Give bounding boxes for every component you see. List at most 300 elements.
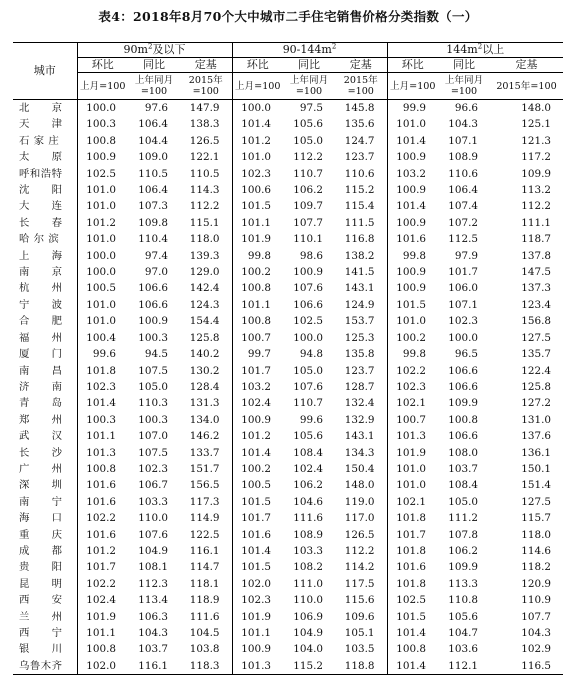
value-cell: 109.7 xyxy=(293,200,323,213)
table-row xyxy=(13,559,563,575)
value-cell: 101.6 xyxy=(241,528,271,541)
value-cell: 114.2 xyxy=(335,559,387,575)
value-cell: 117.2 xyxy=(521,151,551,164)
value-cell: 113.4 xyxy=(138,594,168,607)
value-cell: 101.2 xyxy=(86,544,116,557)
value-cell: 107.1 xyxy=(448,134,478,147)
value-cell: 101.0 xyxy=(396,118,426,131)
value-cell: 101.4 xyxy=(396,134,426,147)
value-cell: 108.2 xyxy=(293,561,323,574)
value-cell: 147.9 xyxy=(180,100,232,117)
value-cell: 94.5 xyxy=(144,348,168,361)
value-cell: 114.3 xyxy=(180,182,232,198)
value-cell: 102.4 xyxy=(241,397,271,410)
value-cell: 109.0 xyxy=(138,151,168,164)
table-body xyxy=(13,100,563,675)
value-cell: 97.5 xyxy=(299,102,323,114)
base-label-prev-year: 上年同月=100 xyxy=(128,73,180,100)
value-cell: 109.9 xyxy=(448,561,478,574)
value-cell: 147.5 xyxy=(521,266,551,279)
table-row xyxy=(13,576,563,592)
value-cell: 106.6 xyxy=(448,364,478,377)
value-cell: 98.6 xyxy=(299,249,323,262)
value-cell: 110.4 xyxy=(138,233,168,246)
value-cell: 102.1 xyxy=(396,397,426,410)
value-cell: 103.5 xyxy=(335,641,387,657)
value-cell: 102.0 xyxy=(241,577,271,590)
base-label-2015: 2015年=100 xyxy=(490,73,563,100)
value-cell: 115.2 xyxy=(283,658,335,675)
value-cell: 154.4 xyxy=(180,313,232,329)
value-cell: 101.6 xyxy=(396,561,426,574)
value-cell: 106.2 xyxy=(448,544,478,557)
value-cell: 101.5 xyxy=(396,610,426,623)
value-cell: 106.6 xyxy=(448,430,478,443)
value-cell: 111.6 xyxy=(180,609,232,625)
value-cell: 100.9 xyxy=(396,151,426,164)
city-cell: 福 州 xyxy=(13,330,77,346)
table-row xyxy=(13,313,563,329)
value-cell: 100.7 xyxy=(241,331,271,344)
value-cell: 101.0 xyxy=(86,298,116,311)
value-cell: 122.5 xyxy=(180,527,232,543)
value-cell: 97.4 xyxy=(144,249,168,262)
value-cell: 100.8 xyxy=(241,282,271,295)
value-cell: 123.7 xyxy=(335,363,387,379)
city-cell: 重 庆 xyxy=(13,527,77,543)
value-cell: 102.3 xyxy=(241,594,271,607)
value-cell: 102.5 xyxy=(396,594,426,607)
value-cell: 100.3 xyxy=(86,413,116,426)
value-cell: 101.7 xyxy=(448,266,478,279)
value-cell: 127.5 xyxy=(521,331,551,344)
city-cell: 宁 波 xyxy=(13,297,77,313)
value-cell: 107.5 xyxy=(138,364,168,377)
value-cell: 101.4 xyxy=(241,446,271,459)
value-cell: 138.2 xyxy=(335,248,387,264)
value-cell: 127.5 xyxy=(521,495,551,508)
value-cell: 101.7 xyxy=(241,512,271,525)
value-cell: 106.3 xyxy=(138,610,168,623)
value-cell: 99.7 xyxy=(247,348,271,361)
value-cell: 101.0 xyxy=(86,233,116,246)
value-cell: 134.3 xyxy=(335,445,387,461)
city-cell: 沈 阳 xyxy=(13,182,77,198)
header-row-groups xyxy=(13,43,563,58)
base-label-prev-year: 上年同月=100 xyxy=(438,73,490,100)
value-cell: 101.2 xyxy=(86,216,116,229)
value-cell: 101.0 xyxy=(241,151,271,164)
city-cell: 长 春 xyxy=(13,215,77,231)
table-row xyxy=(13,395,563,411)
value-cell: 118.0 xyxy=(180,231,232,247)
value-cell: 100.3 xyxy=(138,413,168,426)
value-cell: 115.6 xyxy=(335,592,387,608)
value-cell: 101.1 xyxy=(241,627,271,639)
value-cell: 118.3 xyxy=(180,658,232,675)
value-cell: 100.4 xyxy=(86,331,116,344)
value-cell: 101.4 xyxy=(387,658,438,675)
value-cell: 94.8 xyxy=(299,348,323,361)
value-cell: 104.4 xyxy=(138,134,168,147)
value-cell: 101.6 xyxy=(86,495,116,508)
value-cell: 100.0 xyxy=(86,102,116,114)
value-cell: 111.6 xyxy=(293,512,323,525)
value-cell: 140.2 xyxy=(180,346,232,362)
header-row-sub xyxy=(13,58,563,73)
city-cell: 太 原 xyxy=(13,149,77,165)
city-cell: 西 安 xyxy=(13,592,77,608)
value-cell: 122.4 xyxy=(521,364,551,377)
value-cell: 118.7 xyxy=(521,233,551,246)
value-cell: 101.7 xyxy=(86,561,116,574)
value-cell: 117.0 xyxy=(335,510,387,526)
table-row xyxy=(13,297,563,313)
value-cell: 101.7 xyxy=(241,364,271,377)
city-cell: 上 海 xyxy=(13,248,77,264)
value-cell: 107.5 xyxy=(138,446,168,459)
value-cell: 100.0 xyxy=(293,331,323,344)
city-cell: 乌鲁木齐 xyxy=(13,658,77,675)
value-cell: 101.4 xyxy=(396,627,426,639)
value-cell: 104.0 xyxy=(293,643,323,656)
value-cell: 100.5 xyxy=(86,282,116,295)
table-row xyxy=(13,658,563,675)
value-cell: 112.1 xyxy=(438,658,490,675)
value-cell: 107.3 xyxy=(138,200,168,213)
value-cell: 101.0 xyxy=(86,315,116,328)
value-cell: 100.2 xyxy=(396,331,426,344)
value-cell: 112.3 xyxy=(138,577,168,590)
table-row xyxy=(13,461,563,477)
city-cell: 深 圳 xyxy=(13,477,77,493)
value-cell: 135.6 xyxy=(335,116,387,132)
value-cell: 107.2 xyxy=(448,216,478,229)
table-row xyxy=(13,198,563,214)
value-cell: 105.1 xyxy=(335,625,387,641)
value-cell: 102.3 xyxy=(396,380,426,393)
value-cell: 133.7 xyxy=(180,445,232,461)
value-cell: 110.0 xyxy=(138,512,168,525)
value-cell: 132.4 xyxy=(335,395,387,411)
table-row xyxy=(13,445,563,461)
value-cell: 100.9 xyxy=(396,184,426,197)
value-cell: 109.8 xyxy=(138,216,168,229)
value-cell: 101.7 xyxy=(396,528,426,541)
table-row xyxy=(13,346,563,362)
value-cell: 96.5 xyxy=(454,348,478,361)
value-cell: 103.7 xyxy=(138,643,168,656)
value-cell: 106.4 xyxy=(448,184,478,197)
value-cell: 118.1 xyxy=(180,576,232,592)
value-cell: 156.5 xyxy=(180,477,232,493)
value-cell: 100.0 xyxy=(86,266,116,279)
table-row xyxy=(13,133,563,149)
value-cell: 99.6 xyxy=(299,413,323,426)
value-cell: 102.3 xyxy=(138,462,168,475)
value-cell: 110.5 xyxy=(180,166,232,182)
value-cell: 101.6 xyxy=(86,528,116,541)
value-cell: 102.2 xyxy=(396,364,426,377)
value-cell: 101.4 xyxy=(396,200,426,213)
table-row xyxy=(13,248,563,264)
value-cell: 99.8 xyxy=(247,249,271,262)
group-header-large: $144m^2$以上 xyxy=(387,43,563,58)
value-cell: 117.5 xyxy=(335,576,387,592)
value-cell: 101.5 xyxy=(241,561,271,574)
value-cell: 151.7 xyxy=(180,461,232,477)
value-cell: 100.8 xyxy=(396,643,426,656)
base-label-prev-month: 上月=100 xyxy=(77,73,128,100)
value-cell: 101.4 xyxy=(86,397,116,410)
value-cell: 103.3 xyxy=(293,544,323,557)
price-index-table xyxy=(13,42,563,675)
value-cell: 104.3 xyxy=(448,118,478,131)
value-cell: 106.6 xyxy=(138,298,168,311)
value-cell: 126.5 xyxy=(335,527,387,543)
value-cell: 156.8 xyxy=(521,315,551,328)
value-cell: 143.1 xyxy=(335,280,387,296)
value-cell: 101.1 xyxy=(86,430,116,443)
value-cell: 106.9 xyxy=(293,610,323,623)
value-cell: 135.7 xyxy=(521,348,551,361)
value-cell: 112.2 xyxy=(335,543,387,559)
value-cell: 104.6 xyxy=(293,495,323,508)
table-row xyxy=(13,166,563,182)
value-cell: 100.3 xyxy=(86,118,116,131)
value-cell: 134.0 xyxy=(180,412,232,428)
value-cell: 109.6 xyxy=(335,609,387,625)
value-cell: 103.2 xyxy=(396,167,426,180)
sub-header-yoy: 同比 xyxy=(128,58,180,73)
value-cell: 102.1 xyxy=(396,495,426,508)
value-cell: 102.2 xyxy=(86,577,116,590)
table-row xyxy=(13,182,563,198)
city-cell: 哈 尔 滨 xyxy=(13,231,77,247)
value-cell: 148.0 xyxy=(521,102,551,114)
value-cell: 107.6 xyxy=(293,380,323,393)
city-cell: 呼和浩特 xyxy=(13,166,77,182)
value-cell: 101.3 xyxy=(396,430,426,443)
value-cell: 101.9 xyxy=(396,446,426,459)
value-cell: 142.4 xyxy=(180,280,232,296)
value-cell: 111.2 xyxy=(448,512,478,525)
value-cell: 121.3 xyxy=(521,134,551,147)
value-cell: 127.2 xyxy=(521,397,551,410)
value-cell: 123.7 xyxy=(335,149,387,165)
city-cell: 青 岛 xyxy=(13,395,77,411)
value-cell: 110.5 xyxy=(138,167,168,180)
value-cell: 112.5 xyxy=(448,233,478,246)
value-cell: 111.0 xyxy=(293,577,323,590)
value-cell: 101.5 xyxy=(241,200,271,213)
value-cell: 100.6 xyxy=(241,184,271,197)
table-row xyxy=(13,330,563,346)
value-cell: 116.5 xyxy=(490,658,563,675)
value-cell: 106.4 xyxy=(138,118,168,131)
table-row xyxy=(13,264,563,280)
city-cell: 海 口 xyxy=(13,510,77,526)
value-cell: 111.5 xyxy=(335,215,387,231)
value-cell: 102.5 xyxy=(86,167,116,180)
value-cell: 105.6 xyxy=(448,610,478,623)
value-cell: 124.9 xyxy=(335,297,387,313)
value-cell: 118.9 xyxy=(180,592,232,608)
table-row xyxy=(13,543,563,559)
sub-header-mom: 环比 xyxy=(77,58,128,73)
value-cell: 115.2 xyxy=(335,182,387,198)
value-cell: 110.3 xyxy=(138,397,168,410)
value-cell: 103.2 xyxy=(241,380,271,393)
header-row-base xyxy=(13,73,563,100)
value-cell: 102.3 xyxy=(241,167,271,180)
group-header-medium: $90-144m^2$ xyxy=(232,43,387,58)
table-row xyxy=(13,379,563,395)
city-cell: 大 连 xyxy=(13,198,77,214)
value-cell: 102.0 xyxy=(77,658,128,675)
value-cell: 125.3 xyxy=(335,330,387,346)
value-cell: 101.8 xyxy=(396,544,426,557)
table-row xyxy=(13,477,563,493)
value-cell: 101.0 xyxy=(86,200,116,213)
city-cell: 南 宁 xyxy=(13,494,77,510)
value-cell: 146.2 xyxy=(180,428,232,444)
value-cell: 102.4 xyxy=(86,594,116,607)
value-cell: 118.0 xyxy=(521,528,551,541)
value-cell: 106.4 xyxy=(138,184,168,197)
value-cell: 131.3 xyxy=(180,395,232,411)
value-cell: 100.0 xyxy=(86,249,116,262)
value-cell: 128.4 xyxy=(180,379,232,395)
value-cell: 139.3 xyxy=(180,248,232,264)
sub-header-yoy: 同比 xyxy=(438,58,490,73)
value-cell: 104.9 xyxy=(293,627,323,639)
value-cell: 101.4 xyxy=(241,118,271,131)
base-label-prev-year: 上年同月=100 xyxy=(283,73,335,100)
value-cell: 100.8 xyxy=(448,413,478,426)
sub-header-base: 定基 xyxy=(490,58,563,73)
city-cell: 长 沙 xyxy=(13,445,77,461)
value-cell: 137.8 xyxy=(521,249,551,262)
table-row xyxy=(13,231,563,247)
value-cell: 101.0 xyxy=(86,184,116,197)
value-cell: 101.0 xyxy=(396,315,426,328)
value-cell: 104.3 xyxy=(138,627,168,639)
value-cell: 115.1 xyxy=(180,215,232,231)
value-cell: 100.2 xyxy=(241,266,271,279)
value-cell: 100.9 xyxy=(396,266,426,279)
city-cell: 昆 明 xyxy=(13,576,77,592)
sub-header-mom: 环比 xyxy=(232,58,283,73)
city-cell: 北 京 xyxy=(13,100,77,117)
value-cell: 129.0 xyxy=(180,264,232,280)
value-cell: 100.0 xyxy=(448,331,478,344)
value-cell: 107.6 xyxy=(138,528,168,541)
value-cell: 114.7 xyxy=(180,559,232,575)
value-cell: 107.6 xyxy=(293,282,323,295)
value-cell: 106.2 xyxy=(293,184,323,197)
value-cell: 107.7 xyxy=(521,610,551,623)
value-cell: 100.9 xyxy=(241,643,271,656)
table-row xyxy=(13,510,563,526)
value-cell: 102.2 xyxy=(86,512,116,525)
table-row xyxy=(13,609,563,625)
value-cell: 107.1 xyxy=(448,298,478,311)
value-cell: 105.6 xyxy=(293,430,323,443)
value-cell: 103.6 xyxy=(448,643,478,656)
value-cell: 103.7 xyxy=(448,462,478,475)
value-cell: 101.8 xyxy=(396,512,426,525)
value-cell: 115.7 xyxy=(521,512,551,525)
value-cell: 128.7 xyxy=(335,379,387,395)
value-cell: 101.5 xyxy=(396,298,426,311)
value-cell: 126.5 xyxy=(180,133,232,149)
value-cell: 112.2 xyxy=(180,198,232,214)
value-cell: 100.9 xyxy=(396,282,426,295)
value-cell: 135.8 xyxy=(335,346,387,362)
value-cell: 101.2 xyxy=(241,430,271,443)
value-cell: 102.3 xyxy=(86,380,116,393)
value-cell: 118.2 xyxy=(521,561,551,574)
city-column-header: 城市 xyxy=(13,43,77,100)
value-cell: 137.6 xyxy=(521,430,551,443)
value-cell: 106.6 xyxy=(138,282,168,295)
value-cell: 100.7 xyxy=(396,413,426,426)
table-row xyxy=(13,641,563,657)
value-cell: 109.9 xyxy=(448,397,478,410)
value-cell: 101.6 xyxy=(86,479,116,492)
value-cell: 122.1 xyxy=(180,149,232,165)
value-cell: 100.9 xyxy=(86,151,116,164)
value-cell: 107.7 xyxy=(293,216,323,229)
city-cell: 兰 州 xyxy=(13,609,77,625)
sub-header-base: 定基 xyxy=(180,58,232,73)
value-cell: 107.8 xyxy=(448,528,478,541)
table-row xyxy=(13,412,563,428)
value-cell: 100.2 xyxy=(241,462,271,475)
value-cell: 101.4 xyxy=(241,544,271,557)
value-cell: 101.0 xyxy=(396,462,426,475)
value-cell: 141.5 xyxy=(335,264,387,280)
value-cell: 101.5 xyxy=(241,495,271,508)
city-cell: 银 川 xyxy=(13,641,77,657)
value-cell: 117.3 xyxy=(180,494,232,510)
table-row xyxy=(13,215,563,231)
value-cell: 100.8 xyxy=(241,315,271,328)
value-cell: 151.4 xyxy=(521,479,551,492)
city-cell: 贵 阳 xyxy=(13,559,77,575)
value-cell: 104.7 xyxy=(448,627,478,639)
value-cell: 102.9 xyxy=(521,643,551,656)
city-cell: 南 昌 xyxy=(13,363,77,379)
base-label-2015: 2015年=100 xyxy=(335,73,387,100)
value-cell: 96.6 xyxy=(454,102,478,114)
value-cell: 102.5 xyxy=(293,315,323,328)
value-cell: 116.1 xyxy=(128,658,180,675)
value-cell: 101.9 xyxy=(241,233,271,246)
value-cell: 115.4 xyxy=(335,198,387,214)
value-cell: 113.3 xyxy=(448,577,478,590)
sub-header-yoy: 同比 xyxy=(283,58,335,73)
table-row xyxy=(13,527,563,543)
city-cell: 合 肥 xyxy=(13,313,77,329)
value-cell: 101.1 xyxy=(241,216,271,229)
value-cell: 108.9 xyxy=(293,528,323,541)
value-cell: 110.9 xyxy=(521,594,551,607)
value-cell: 108.1 xyxy=(138,561,168,574)
value-cell: 131.0 xyxy=(521,413,551,426)
value-cell: 150.4 xyxy=(335,461,387,477)
